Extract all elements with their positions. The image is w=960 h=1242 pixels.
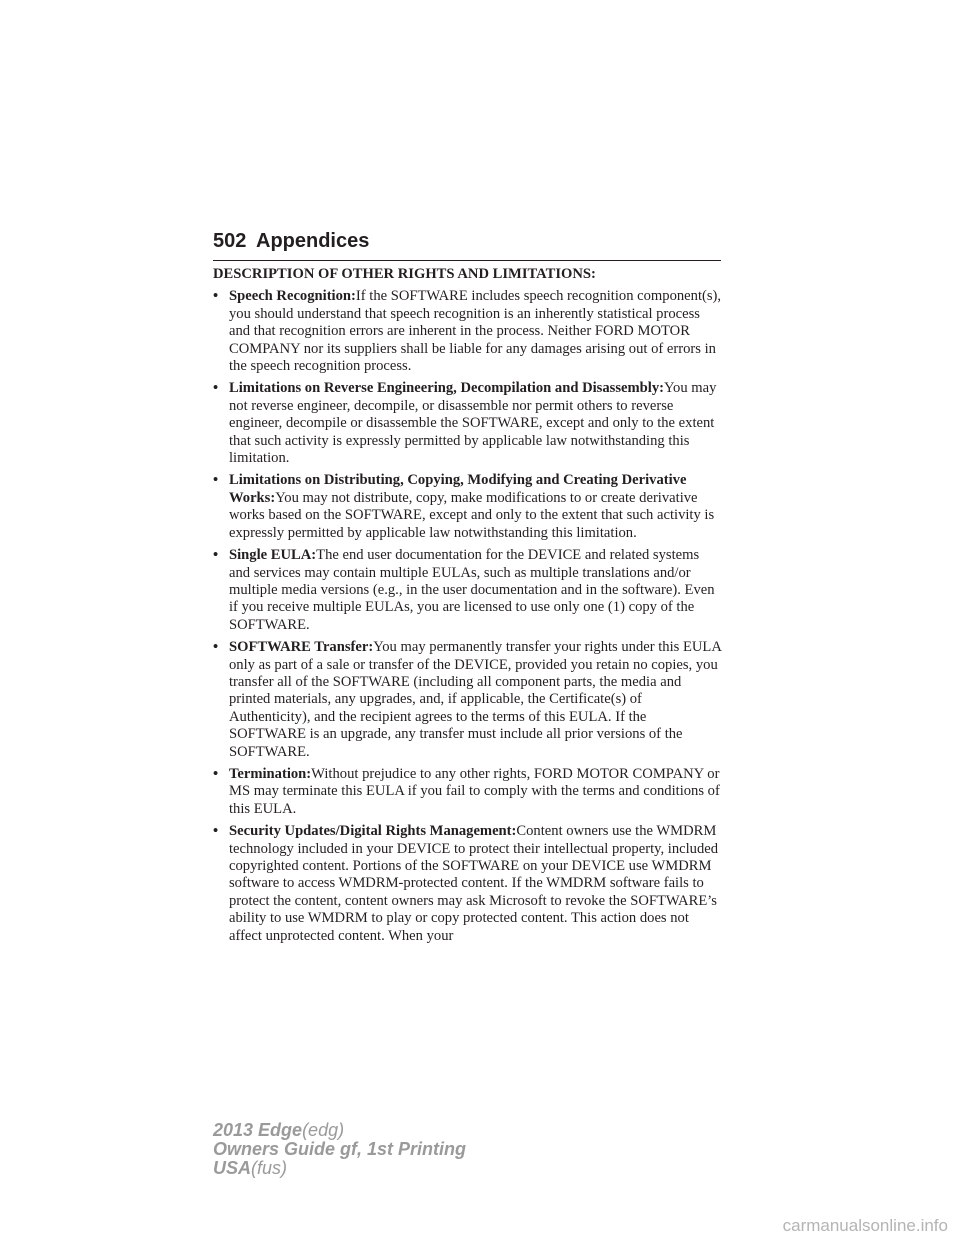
bullet-term: Limitations on Reverse Engineering, Decompilation and Disassembly:	[229, 380, 664, 397]
bullet-dot-icon: •	[213, 639, 219, 656]
bullet-dot-icon: •	[213, 823, 219, 840]
footer-line-market	[213, 1159, 466, 1178]
bullet-item	[213, 766, 723, 818]
bullet-dot-icon: •	[213, 547, 219, 564]
bullet-item	[213, 547, 723, 634]
bullet-term: SOFTWARE Transfer:	[229, 639, 374, 656]
bullet-term: Speech Recognition:	[229, 288, 356, 305]
footer-model-code: (edg)	[302, 1120, 345, 1140]
bullet-text: You may not reverse engineer, decompile, or disassemble nor permit others to reverse engineer, decompile or disassemble the SOFTWARE, except and only to the extent that such activity is expressly permitted by applicable law notwithstanding this limitation.	[229, 380, 717, 467]
section-heading: DESCRIPTION OF OTHER RIGHTS AND LIMITATIONS:	[213, 266, 596, 282]
bullet-item	[213, 288, 723, 375]
footer-market: USA	[213, 1158, 252, 1178]
bullet-text: Without prejudice to any other rights, FORD MOTOR COMPANY or MS may terminate this EULA if you fail to comply with the terms and conditions of this EULA.	[229, 765, 720, 817]
bullet-term: Single EULA:	[229, 547, 317, 564]
bullet-dot-icon: •	[213, 472, 219, 489]
page-header	[213, 228, 721, 261]
bullet-term: Security Updates/Digital Rights Management:	[229, 823, 517, 840]
bullet-dot-icon: •	[213, 380, 219, 397]
bullet-text: You may not distribute, copy, make modifications to or create derivative works based on the SOFTWARE, except and only to the extent that such activity is expressly permitted by applicable law notwithstanding this limitation.	[229, 489, 715, 541]
footer-model-year: 2013 Edge	[213, 1120, 303, 1140]
bullet-text: The end user documentation for the DEVICE and related systems and services may contain multiple EULAs, such as multiple translations and/or multiple media versions (e.g., in the user documentation and in the software). Even if you receive multiple EULAs, you are licensed to use only one (1) copy of the SOFTWARE.	[229, 547, 715, 633]
bullet-term: Termination:	[229, 765, 312, 782]
bullet-item	[213, 639, 723, 761]
watermark-text: carmanualsonline.info	[782, 1216, 948, 1235]
bullet-text: Content owners use the WMDRM technology included in your DEVICE to protect their intellectual property, included copyrighted content. Portions of the SOFTWARE on your DEVICE use WMDRM software to access WMDRM-protected content. If the WMDRM software fails to protect the content, content owners may ask Microsoft to revoke the SOFTWARE’s ability to use WMDRM to play or copy protected content. This action does not affect unprotected content. When your	[229, 823, 719, 944]
bullet-dot-icon: •	[213, 765, 219, 782]
bullet-item	[213, 472, 723, 542]
bullet-dot-icon: •	[213, 288, 219, 305]
document-footer	[213, 1121, 466, 1178]
footer-line-guide: Owners Guide gf, 1st Printing	[213, 1139, 467, 1159]
footer-line-model	[213, 1121, 466, 1140]
bullet-text: You may permanently transfer your rights under this EULA only as part of a sale or transfer of the DEVICE, provided you retain no copies, you transfer all of the SOFTWARE (including all component parts, the media and printed materials, any upgrades, and, if applicable, the Certificate(s) of Authenticity), and the recipient agrees to the terms of this EULA. If the SOFTWARE is an upgrade, any transfer must include all prior versions of the SOFTWARE.	[229, 639, 722, 760]
section-title: Appendices	[256, 230, 370, 252]
page-number: 502	[213, 230, 247, 252]
bullet-text: If the SOFTWARE includes speech recognition component(s), you should understand that speech recognition is an inherently statistical process and that recognition errors are inherent in the process. Neither FORD MOTOR COMPANY nor its suppliers shall be liable for any damages arising out of errors in the speech recognition process.	[229, 288, 722, 375]
bullet-item	[213, 823, 723, 945]
footer-market-code: (fus)	[251, 1158, 288, 1178]
bullet-list	[213, 288, 723, 945]
page-content	[213, 266, 723, 950]
bullet-item	[213, 380, 723, 467]
bullet-term: Limitations on Distributing, Copying, Modifying and Creating Derivative Works:	[229, 472, 687, 506]
